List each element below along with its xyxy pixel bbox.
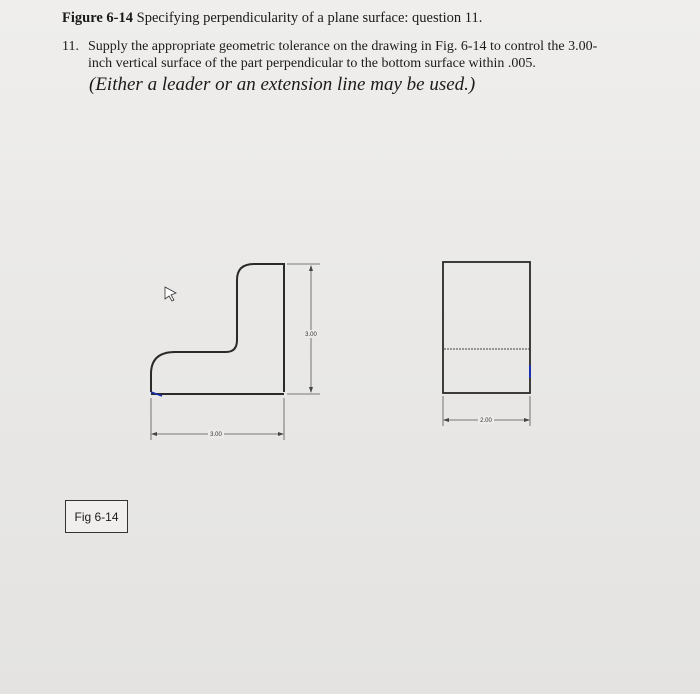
figure-tag-box <box>65 500 128 533</box>
cursor-icon <box>165 287 176 301</box>
figure-tag-text: Fig 6-14 <box>74 509 119 524</box>
front-height-arrow-bottom <box>309 387 313 393</box>
question-line-2: inch vertical surface of the part perpendicular to the bottom surface within .005. <box>88 56 536 71</box>
side-width-dim-text: 2.00 <box>480 418 492 424</box>
front-width-arrow-right <box>278 432 284 436</box>
figure-label: Figure 6-14 <box>62 10 134 26</box>
side-width-arrow-right <box>524 418 530 422</box>
side-view-outline <box>443 262 530 393</box>
figure-title: Specifying perpendicularity of a plane surface: question 11. <box>136 10 483 26</box>
question-line-1: Supply the appropriate geometric tolerance on the drawing in Fig. 6-14 to control the 3.00- <box>88 39 598 54</box>
front-width-dim-text: 3.00 <box>210 432 222 438</box>
front-height-dim-text: 3.00 <box>305 332 317 338</box>
question-note: (Either a leader or an extension line may be used.) <box>89 74 476 95</box>
front-height-arrow-top <box>309 265 313 271</box>
front-width-arrow-left <box>151 432 157 436</box>
front-view-outline <box>151 264 284 392</box>
question-number: 11. <box>62 39 79 54</box>
side-width-arrow-left <box>443 418 449 422</box>
